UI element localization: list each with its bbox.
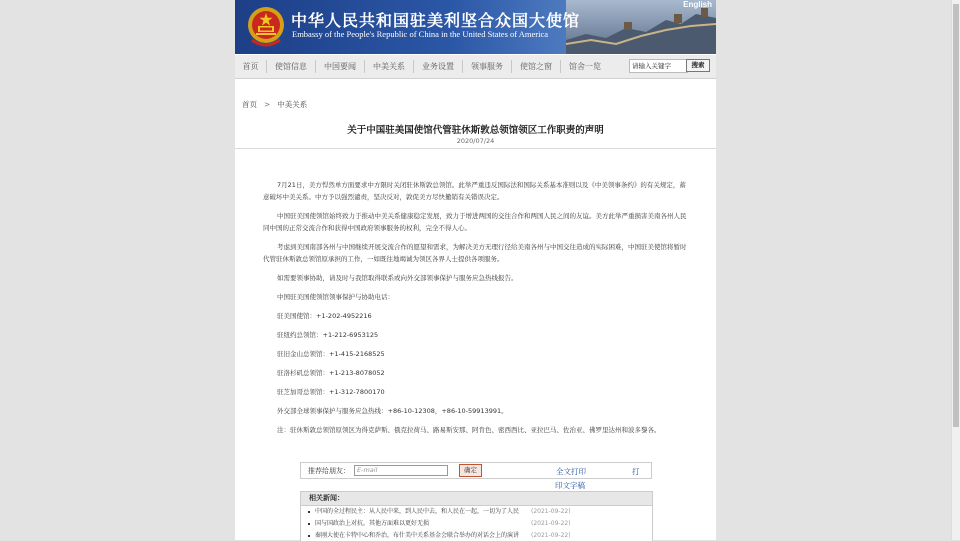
phone-new-york: 驻纽约总领馆：+1-212-6953125	[277, 331, 379, 339]
embassy-title-en: Embassy of the People's Republic of China in the United States of America	[292, 29, 549, 39]
email-field[interactable]: E-mail	[354, 465, 448, 476]
news-title[interactable]: 秦刚大使在卡特中心和乔治，布什美中关系基金会联合举办的对话会上的演讲	[315, 532, 520, 539]
breadcrumb-home-link[interactable]: 首页	[242, 100, 257, 109]
nav-item-embassy-info[interactable]: 使馆信息	[275, 62, 307, 71]
list-item[interactable]	[301, 530, 652, 541]
search-input[interactable]: 请输入关键字	[629, 59, 688, 73]
header-banner	[235, 0, 716, 54]
breadcrumb	[242, 99, 307, 110]
nav-item-home[interactable]: 首页	[242, 62, 259, 71]
page-container	[235, 0, 716, 540]
phone-hotline: 外交部全球领事保护与服务应急热线：+86-10-12308，+86-10-59913991。	[277, 407, 508, 415]
nav-item-china-us-relations[interactable]: 中美关系	[373, 62, 405, 71]
print-full-link[interactable]: 全文打印	[556, 467, 586, 476]
nav-item-embassy-window[interactable]: 使馆之窗	[520, 62, 552, 71]
nav-item-departments[interactable]: 业务设置	[422, 62, 454, 71]
bullet-icon	[308, 535, 310, 537]
article-paragraph: 中国驻美国使领馆始终致力于推动中美关系健康稳定发展，致力于增进两国的交往合作和两国人民之间的友谊。美方此举严重损害美南各州人民同中国的正常交流合作和获得中国政府领事服务的权利，完全不得人心。	[263, 212, 687, 232]
nav-item-china-news[interactable]: 中国要闻	[324, 62, 356, 71]
phone-embassy: 驻美国使馆：+1-202-4952216	[277, 312, 372, 320]
recommend-bar	[300, 462, 652, 479]
related-news	[300, 491, 653, 541]
list-item[interactable]	[301, 518, 652, 530]
list-item[interactable]	[301, 506, 652, 518]
news-date: (2021-09-22)	[531, 508, 571, 515]
breadcrumb-current-link[interactable]: 中美关系	[277, 100, 308, 109]
news-title[interactable]: 中国的全过程民主：从人民中来，到人民中去，和人民在一起，一切为了人民	[315, 508, 520, 515]
english-link[interactable]: English	[683, 0, 712, 9]
scrollbar[interactable]	[951, 0, 960, 540]
embassy-title-cn: 中华人民共和国驻美利坚合众国大使馆	[291, 11, 581, 30]
main-nav	[235, 55, 716, 79]
search-button[interactable]: 搜索	[686, 59, 710, 72]
nav-item-consular-services[interactable]: 领事服务	[471, 62, 503, 71]
article-paragraph: 考虑到美国南部各州与中国继续开展交流合作的愿望和需求，为解决美方无理行径给美南各州与中国交往造成的实际困难，中国驻美使馆将暂时代管驻休斯敦总领馆原承担的工作，一如既往地竭诚为领区各界人士提供各项服务。	[263, 243, 687, 263]
related-news-heading: 相关新闻：	[301, 492, 652, 506]
scrollbar-thumb[interactable]	[953, 4, 959, 427]
confirm-button[interactable]: 确定	[459, 464, 482, 477]
news-date: (2021-09-22)	[531, 532, 571, 539]
recommend-label: 推荐给朋友：	[308, 467, 350, 475]
phone-los-angeles: 驻洛杉矶总领馆：+1-213-8078052	[277, 369, 385, 377]
nav-item-premises[interactable]: 馆舍一览	[569, 62, 601, 71]
bullet-icon	[308, 511, 310, 513]
print-text-copy-link[interactable]: 印文字稿	[555, 481, 585, 490]
article-paragraph: 7月21日，美方悍然单方面要求中方限时关闭驻休斯敦总领馆。此举严重违反国际法和国际关系基本准则以及《中美领事条约》的有关规定，蓄意破坏中美关系。中方予以强烈谴责，坚决反对，敦促美方尽快撤销有关错误决定。	[263, 181, 686, 201]
breadcrumb-separator: >	[264, 100, 271, 109]
phone-chicago: 驻芝加哥总领馆：+1-312-7800170	[277, 388, 385, 396]
article-date: 2020/07/24	[456, 137, 495, 145]
divider	[235, 148, 716, 149]
news-title[interactable]: 国与国政治上对抗，其他方面难以更好无损	[315, 520, 430, 527]
news-date: (2021-09-22)	[531, 520, 571, 527]
phone-san-francisco: 驻旧金山总领馆：+1-415-2168525	[277, 350, 385, 358]
article-note: 注：驻休斯敦总领馆原领区为得克萨斯、俄克拉荷马、路易斯安那、阿肯色、密西西比、亚拉巴马、佐治亚、佛罗里达州和波多黎各。	[277, 426, 661, 434]
article-title: 关于中国驻美国使馆代管驻休斯敦总领馆领区工作职责的声明	[347, 125, 604, 136]
print-text-link[interactable]: 打	[632, 467, 640, 476]
article-paragraph: 如需要领事协助，请及时与我馆取得联系或向外交部领事保护与服务应急热线报告。	[277, 274, 518, 282]
bullet-icon	[308, 523, 310, 525]
article-paragraph: 中国驻美国使领馆领事保护与协助电话：	[277, 293, 394, 301]
national-emblem-icon	[246, 4, 286, 50]
